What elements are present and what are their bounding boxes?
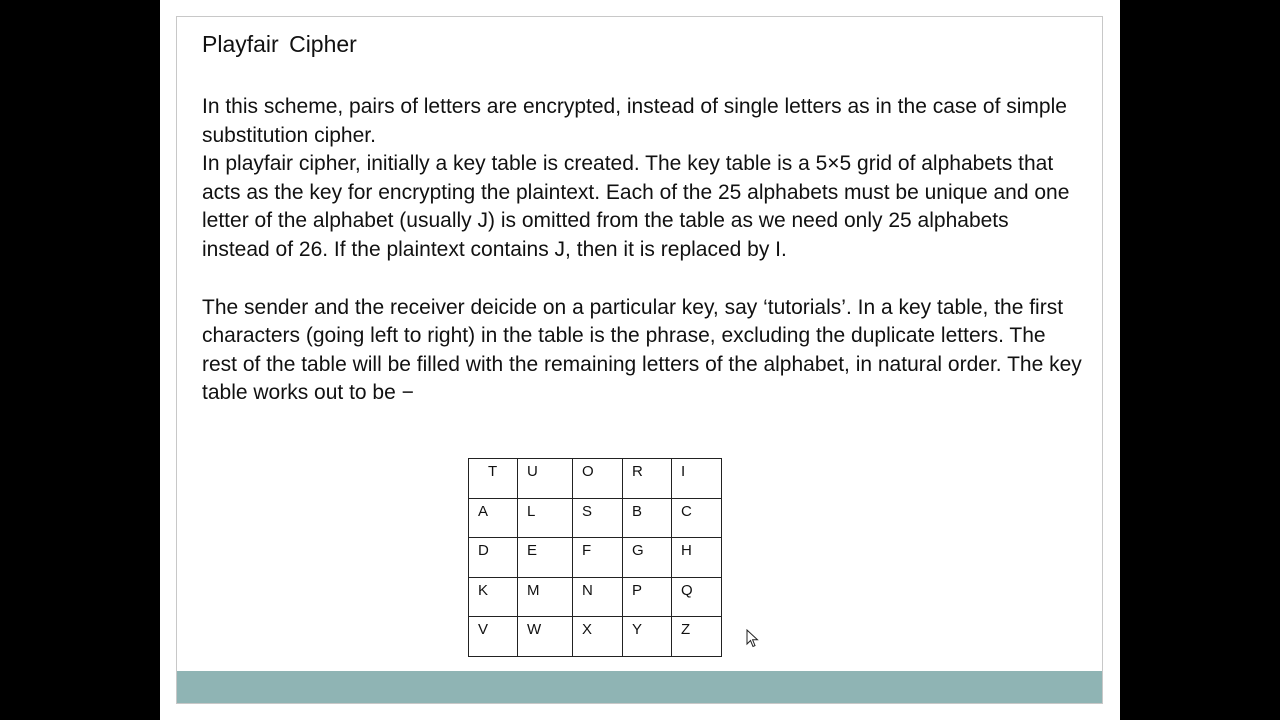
key-table-cell: B: [623, 498, 672, 538]
key-table-row: [469, 498, 722, 538]
key-table-cell: T: [469, 459, 518, 499]
slide-canvas: [160, 0, 1120, 720]
key-table-cell: U: [518, 459, 573, 499]
paragraph-pairs: In this scheme, pairs of letters are encrypted, instead of single letters as in the case of simple substitution cipher.: [202, 95, 1067, 147]
slide-body: [202, 93, 1082, 408]
footer-band: [177, 671, 1102, 703]
key-table-cell: D: [469, 538, 518, 578]
key-table-row: [469, 617, 722, 657]
mouse-cursor-icon: [746, 629, 760, 649]
key-table-cell: K: [469, 577, 518, 617]
key-table-cell: F: [573, 538, 623, 578]
key-table-cell: C: [672, 498, 722, 538]
key-table-cell: R: [623, 459, 672, 499]
letterbox-right: [1120, 0, 1280, 720]
key-table-cell: G: [623, 538, 672, 578]
slide: [176, 16, 1103, 704]
key-table-cell: M: [518, 577, 573, 617]
key-table-cell: O: [573, 459, 623, 499]
key-table-cell: A: [469, 498, 518, 538]
key-table-cell: E: [518, 538, 573, 578]
key-table-cell: Q: [672, 577, 722, 617]
key-table-row: [469, 538, 722, 578]
key-table-row: [469, 577, 722, 617]
key-table-cell: W: [518, 617, 573, 657]
key-table-cell: Y: [623, 617, 672, 657]
key-table-cell: I: [672, 459, 722, 499]
key-table-cell: S: [573, 498, 623, 538]
key-table-cell: N: [573, 577, 623, 617]
paragraph-key-table: In playfair cipher, initially a key table is created. The key table is a 5×5 grid of alphabets that acts as the key for encrypting the plaintext. Each of the 25 alphabets must be unique and one letter of the alphabet (usually J) is omitted from the table as we need only 25 alphabets instead of 26. If the plaintext contains J, then it is replaced by I.: [202, 152, 1070, 261]
key-table-cell: L: [518, 498, 573, 538]
key-table-cell: V: [469, 617, 518, 657]
paragraph-gap: [202, 265, 1082, 294]
slide-title: Playfair Cipher: [202, 31, 357, 57]
key-table-cell: Z: [672, 617, 722, 657]
key-table: [468, 458, 722, 657]
key-table-row: [469, 459, 722, 499]
paragraph-sender-receiver: The sender and the receiver deicide on a particular key, say ‘tutorials’. In a key table, the first characters (going left to right) in the table is the phrase, excluding the duplicate letters. The rest of the table will be filled with the remaining letters of the alphabet, in natural order. The key table works out to be −: [202, 295, 1082, 405]
key-table-cell: X: [573, 617, 623, 657]
key-table-cell: P: [623, 577, 672, 617]
key-table-cell: H: [672, 538, 722, 578]
